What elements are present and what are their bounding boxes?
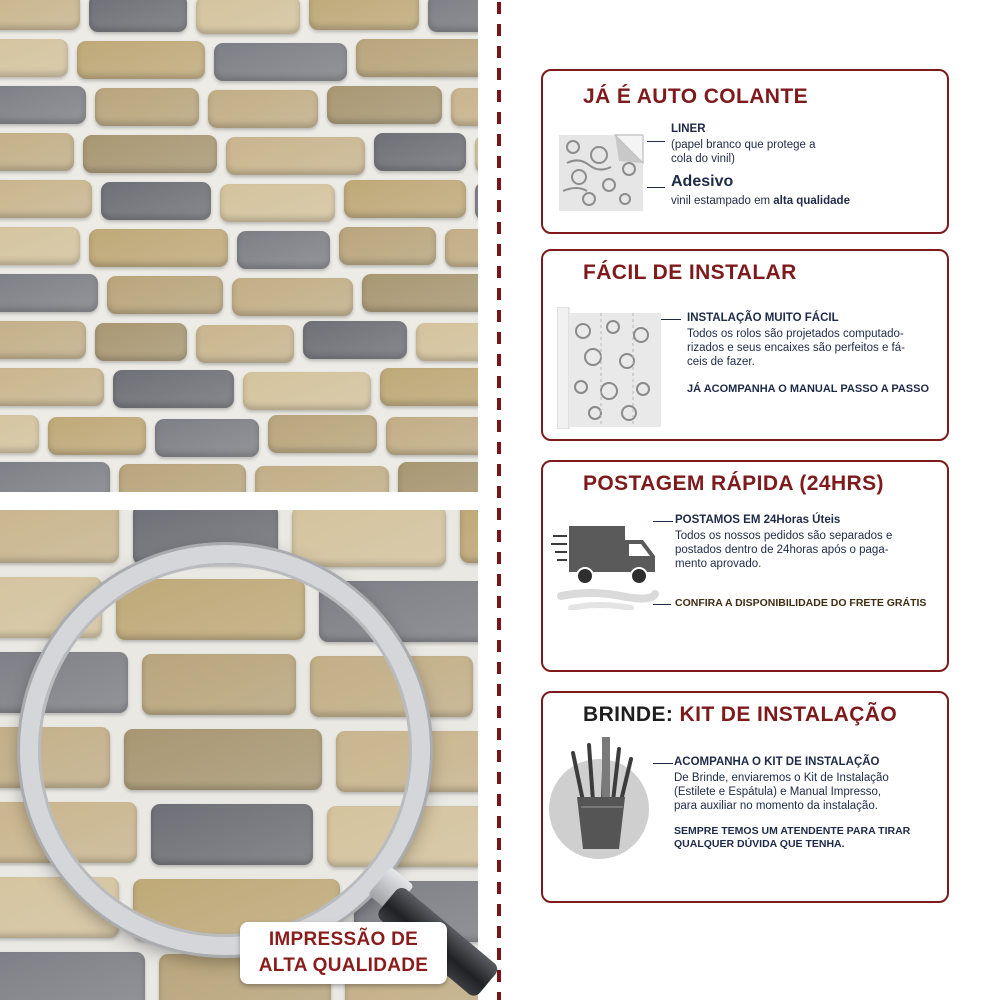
brick [0,39,68,77]
brick [119,464,246,492]
brick [416,323,478,361]
brick [374,133,466,171]
brick [0,952,145,1000]
brick [460,510,478,563]
card-brinde [541,691,949,903]
brick [0,321,86,359]
brick [196,325,294,363]
leader-line [653,763,673,764]
brick [196,0,300,34]
brick [344,180,466,218]
brick [232,278,354,316]
quality-label [240,922,447,984]
brick [475,135,478,173]
brick [89,229,228,267]
leader-line [647,141,665,142]
brick [386,417,478,455]
delivery-truck-icon [551,520,661,610]
liner-desc-1: (papel branco que protege a [671,139,816,151]
kit-desc-1: De Brinde, enviaremos o Kit de Instalação [674,772,889,784]
brick [89,0,187,32]
brick [0,227,80,265]
brick [208,90,318,128]
brick [451,88,478,126]
brick [0,415,39,453]
adesivo-desc [671,194,850,208]
brick [428,0,478,32]
wallpaper-roll-icon [557,307,661,429]
atendente-line-1: SEMPRE TEMOS UM ATENDENTE PARA TIRAR [674,825,911,837]
brick [362,274,478,312]
adesivo-heading: Adesivo [671,173,734,190]
brick [226,137,365,175]
card-postagem [541,460,949,672]
brick [0,510,119,563]
liner-desc-2: cola do vinil) [671,153,735,165]
brick [255,466,388,492]
card-title: FÁCIL DE INSTALAR [583,261,797,284]
card-title-dark: BRINDE: [583,703,674,726]
brick [0,0,80,30]
adesivo-desc-text: vinil estampado em [671,195,774,207]
leader-line [653,604,671,605]
card-title: POSTAGEM RÁPIDA (24HRS) [583,472,884,495]
card-title-red: KIT DE INSTALAÇÃO [673,703,898,726]
postagem-heading: POSTAMOS EM 24Horas Úteis [675,514,841,526]
tool-kit-icon [549,731,651,861]
card-title [583,703,897,727]
kit-desc-2: (Estilete e Espátula) e Manual Impresso, [674,786,882,798]
brick [268,415,378,453]
leader-line [647,187,665,188]
leader-line [653,521,673,522]
postagem-desc-3: mento aprovado. [675,558,762,570]
atendente-line-2: QUALQUER DÚVIDA QUE TENHA. [674,838,845,850]
install-desc-3: ceis de fazer. [687,356,755,368]
brick [83,135,216,173]
brick [0,180,92,218]
dashed-divider [497,2,501,1000]
brick [0,368,104,406]
liner-heading: LINER [671,123,706,135]
brick [220,184,336,222]
brick [243,372,370,410]
brick [0,133,74,171]
brick [77,41,204,79]
brick [113,370,235,408]
card-facil-instalar [541,249,949,441]
card-title: JÁ É AUTO COLANTE [583,85,808,108]
postagem-desc-1: Todos os nossos pedidos são separados e [675,530,893,542]
brick [48,417,146,455]
brick [475,182,478,220]
card-auto-colante [541,69,949,234]
postagem-desc-2: postados dentro de 24horas após o paga- [675,544,889,556]
quality-label-line1: IMPRESSÃO DE [268,929,419,950]
brick [0,86,86,124]
brick [398,462,478,492]
leader-line [661,319,681,320]
kit-heading: ACOMPANHA O KIT DE INSTALAÇÃO [674,756,880,768]
brick [101,182,211,220]
brick [107,276,223,314]
quality-label-line2: ALTA QUALIDADE [258,955,429,976]
install-desc-1: Todos os rolos são projetados computado- [687,328,904,340]
brick [339,227,437,265]
brick [292,510,446,567]
brick [237,231,329,269]
install-desc-2: rizados e seus encaixes são perfeitos e fá- [687,342,905,354]
brick [214,43,347,81]
install-heading: INSTALAÇÃO MUITO FÁCIL [687,312,839,324]
brick [445,229,478,267]
brick [327,86,443,124]
adesivo-desc-bold: alta qualidade [773,195,850,207]
brick [0,274,98,312]
manual-note: JÁ ACOMPANHA O MANUAL PASSO A PASSO [687,383,930,395]
brick [309,0,419,30]
kit-desc-3: para auxiliar no momento da instalação. [674,800,878,812]
brick [0,462,110,492]
brick [303,321,407,359]
brick [356,39,478,77]
brick [155,419,259,457]
brick [380,368,478,406]
brick [95,88,199,126]
brick [95,323,187,361]
frete-note: CONFIRA A DISPONIBILIDADE DO FRETE GRÁTIS [675,597,927,609]
vinyl-sheet-icon [559,133,645,213]
brick-wall-image [0,0,478,492]
